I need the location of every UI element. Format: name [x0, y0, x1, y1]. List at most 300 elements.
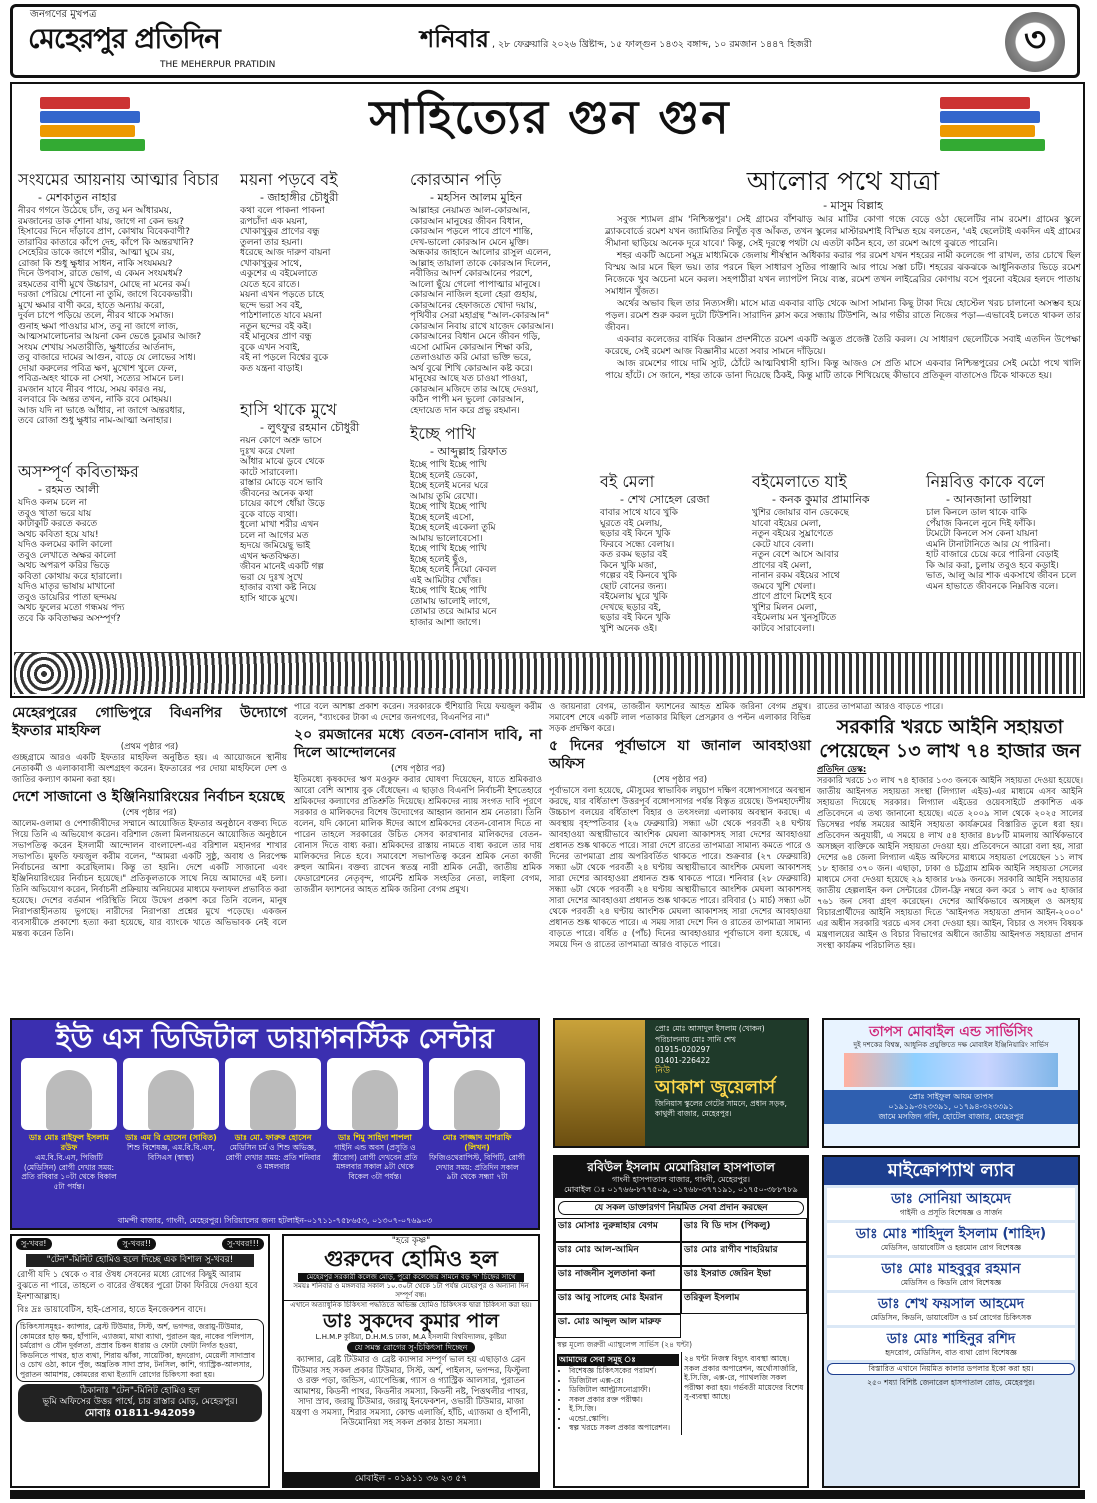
- poem-line: দুর্বল চাপে পড়িয়ে তলে, নীরব থাকে সমাজ।: [18, 311, 174, 321]
- avatar: [454, 1070, 500, 1130]
- ad-subtitle: মেহেরপুর সরকারী কলেজ মোড়, পুরো কলেজের সামনে বড় 'দ' চিহ্নের সাথে: [298, 1273, 524, 1282]
- good-news-tag: সু-খবর!: [16, 1238, 52, 1250]
- poem-line: নতুন বেশে আসে আবার: [752, 550, 839, 560]
- service-item: • ডিজিটাল আল্ট্রাসনোগ্রাফী।: [569, 1385, 679, 1395]
- poem-line: কোরআন মানুষের জীবন বিধান,: [410, 216, 523, 227]
- poem-line: সেহেরির ডাকে জাগে শরীর, আত্মা ঘুমে রয়,: [18, 248, 175, 258]
- ad-tagline: দুই দশকের বিশ্বস্ত, আধুনিক প্রযুক্তিতে দক্ষ মোবাইল ইঞ্জিনিয়ারিং সার্ভিস: [853, 1041, 1049, 1049]
- poem-line: পাঠশালাতে যাবে ময়না: [240, 311, 322, 321]
- phones-image: [844, 1053, 1058, 1087]
- address: জামে মসজিদ গলি, হোটেল বাজার, মেহেরপুর: [878, 1112, 1024, 1121]
- poem-author: - আনজানা ডালিয়া: [946, 493, 1032, 506]
- story-paragraph: সবুজ শ্যামল গ্রাম 'নিশ্চিন্তপুর'। সেই গ্রামের বাঁশঝাড় আর মাটির কোণা গন্ধে বেড়ে ওঠা ছেলেটির নাম রমেশ। গ্রামের স্কুলে ব্ল্যাকবোর্ডে রমেশ যখন জ্যামিতির নিখুঁত বৃত্ত আঁকত, তখন স্কুলের মাস্টারমশাই বিস্মিত হয়ে বলতেন, 'এই ছেলেটাই একদিন এই গ্রামের সীমানা ছাড়িয়ে অনেক দূরে যাবে।' কিন্তু, সেই দূরত্বে পথটা যে এতটা কঠিন হবে, তা রমেশ আগে বুঝতে পারেনি।: [605, 215, 1081, 249]
- poem-author: - মেশকাতুন নাহার: [38, 191, 117, 204]
- doctor-name: ডাঃ বি ডি দাস (পিকলু): [681, 1218, 807, 1242]
- footer-bar: [10, 1490, 1085, 1499]
- story-paragraph: একবার কলেজের বার্ষিক বিজ্ঞান প্রদর্শনীতে রমেশ একটি অদ্ভুত প্রজেক্ট তৈরি করল। যে সাধারণ ছেলেটিকে সবাই এতদিন উপেক্ষা করেছে, সেই রমেশ আজ বিজ্ঞানীর মতো সবার সামনে দাঁড়িয়ে।: [605, 335, 1081, 357]
- poem-line: ধরেছে আজ দারুণ বায়না: [240, 248, 331, 258]
- service-item: • স্বল্প খরচে সকল প্রকার অপারেশন।: [569, 1423, 679, 1433]
- article-iftar: [12, 702, 287, 940]
- poem-line: হাসি থাকে মুখে।: [240, 593, 298, 604]
- doctor-name: ডাঃ নাজনীন সুলতানা কনা: [555, 1266, 681, 1290]
- poem-title: অসম্পূর্ণ কবিতাক্ষর: [18, 462, 139, 481]
- address: ২৫০ শয্যা বিশিষ্ট জেনারেল হাসপাতাল রোড, মেহেরপুর।: [867, 1378, 1035, 1387]
- doctor-info: মেডিসিন চর্ম ও শিশু অভিজ্ঞ, রোগী দেখার সময়: প্রতি শনিবার ও মঙ্গলবার: [225, 1143, 321, 1171]
- phone: ০১৯১৯-৩২৩৩৯১, ০১৭৯৪-৩২৩৩৯১: [888, 1102, 1014, 1111]
- poem-line: এসো মোমিন কোরআন শিক্ষা করি,: [410, 342, 533, 353]
- ad-micropath-lab: [822, 1155, 1080, 1488]
- ad-footer: বামন্দী বাজার, গাংনী, মেহেরপুর। সিরিয়ালের জন্য হটলাইন-০১৭১১-৭৫৮৬৫৩, ০১৩০৭-০৭৬৯০৩: [12, 1216, 538, 1226]
- doctor-info: গাইনি এন্ড অবস (প্রসূতি ও স্ত্রীরোগ) রোগী দেখবেন প্রতি মঙ্গলবার সকাল ৯টা থেকে বিকেল ৩টা পর্যন্ত।: [332, 1143, 418, 1181]
- intro: এখানে অত্যাধুনিক চিকিৎসা পদ্ধতিতে অভিজ্ঞ হোমিও চিকিৎসক দ্বারা চিকিৎসা করা হয়।: [284, 1300, 538, 1310]
- story: [605, 166, 1081, 382]
- doctor-name: ডাঃ মোঃ রাগীব শাহরিয়ার: [681, 1242, 807, 1266]
- poem-line: কবিতা কোথায় করে হারালো।: [18, 571, 123, 582]
- continued-note: (প্রথম পৃষ্ঠার পর): [120, 742, 179, 752]
- poem-line: অন্ধকার জাহানে আলোর রাসুল এলেন,: [410, 248, 552, 258]
- story-body: [605, 214, 1081, 382]
- doctor-name: ডাঃ আবু সালেহ মোঃ ইমরান: [555, 1290, 681, 1314]
- poem-line: এমনি টানাটানিতে আর যে পারিনা।: [926, 539, 1051, 550]
- hours: সময়ঃ শনিবার ও মঙ্গলবার সকাল ১০.৩০টা থেকে ১টা পর্যন্ত মেহেরপুর ও অন্যান্য দিন সম্পূর্ণ বন্ধ।: [293, 1282, 529, 1299]
- poem-line: জমবে খুশি খেলা।: [752, 581, 816, 592]
- poem-author: - আব্দুল্লাহ রিফাত: [430, 445, 507, 458]
- article-weather: [549, 702, 811, 951]
- poem-line: কোরআন মজিদে তার আছে দেওয়া,: [410, 384, 539, 395]
- ad-headline: "টেন"-মিনিট হোমিও হলে দিচ্ছে এক বিশাল সু-খবর!: [26, 1254, 254, 1267]
- shop-name: আকাশ জুয়েলার্স: [655, 1076, 776, 1098]
- doctor-name: ডাঃ মোঃ শাহিদুল ইসলাম (শাহিদ): [855, 1226, 1047, 1242]
- poem-line: দেখ-ভালো কোরআন মেনে মুক্তি।: [410, 237, 529, 248]
- article-legal-aid: [817, 702, 1083, 952]
- avatar: [46, 1070, 92, 1130]
- article-body: ও জায়নারা বেগম, তাজরীন ফ্যাশনের আহত শ্রমিক জরিনা বেগম প্রমুখ। সমাবেশ শেষে একটি লাল পতাকার মিছিল প্রেসক্লাব ও পল্টন এলাকার বিভিন্ন সড়ক প্রদক্ষিণ করে।: [549, 702, 811, 734]
- ad-title: ইউ এস ডিজিটাল ডায়াগনস্টিক সেন্টার: [56, 1022, 494, 1055]
- good-news-tag: সু-খবর!!!: [222, 1238, 264, 1250]
- literature-banner: সাহিত্যের গুন গুন: [369, 90, 731, 144]
- poem-line: কাটবে সারাবেলা।: [752, 623, 815, 634]
- poem-line: তবুও ডায়েরির পাতা ছন্দময়: [18, 592, 117, 603]
- poem-line: দরজা পেরিয়ে শোনো না তুমি, জাগে বিবেকভারী।: [18, 290, 193, 300]
- doctor-name: ডা. মোঃ আব্দুল আল মারুফ: [555, 1314, 681, 1338]
- article-wages: [294, 702, 542, 896]
- poem-line: অথচ ফুলের মতো গন্ধময় পদ্য: [18, 603, 125, 613]
- doctor-name: ডাঃ মোঃ রাইফুল ইসলাম রউফ: [29, 1133, 109, 1152]
- newspaper-logo: মেহেরপুর প্রতিদিন: [28, 22, 220, 55]
- poem-line: বইমেলায় ঘুরে খুকি: [600, 592, 668, 602]
- address: ভূমি অফিসের উত্তর পার্শ্বে, চার রাস্তার মোড়, মেহেরপুর।: [42, 1397, 238, 1407]
- poem-line: যাবো বইয়ের মেলা,: [752, 518, 822, 529]
- poem-line: ময়না এখন পড়তে চাহে: [240, 290, 324, 300]
- doctor-block: [827, 1293, 1075, 1325]
- poem-line: ইচ্ছে পাখি ইচ্ছে পাখি: [410, 544, 487, 554]
- story-author: - মাসুম বিল্লাহ: [823, 199, 883, 212]
- poem-line: হিসাবের দিনে দাঁড়াবে প্রাণ, কোথায় বিবেকবাণী?: [18, 227, 190, 237]
- poem-line: ইচ্ছে হলেই ছুঁও,: [410, 554, 468, 565]
- poem-line: আল্লাহর নেয়ামত আল-কোরআন,: [410, 206, 531, 216]
- poem-line: আলো ছুঁয়ে গেলো পাপাত্মার মানুষে।: [410, 279, 541, 290]
- doctor-name: ডাঃ মোসাঃ নুরুন্নাহার বেগম: [555, 1218, 681, 1242]
- poem-line: দুঃখ করে খেলা: [240, 446, 295, 457]
- poem-line: বাবার সাথে যাবে খুকি: [600, 508, 678, 518]
- doctors-banner: যে সকল ডাক্তারগণ নিয়মিত সেবা প্রদান করছেন: [558, 1201, 804, 1215]
- story-paragraph: অর্থের অভাব ছিল তার নিত্যসঙ্গী। মাসে মাত্র একবার বাড়ি থেকে আসা সামান্য কিছু টাকা দিয়ে হোস্টেল খরচ চালানো অসম্ভব হয়ে পড়ল। রমেশ শুরু করল দুটো টিউশনি। সারাদিন ক্লাস করে সন্ধ্যায় টিউশনি, আর গভীর রাতে নিজের পড়া—এভাবেই চলতে থাকল তার জীবন।: [605, 299, 1081, 333]
- poem-title: নিম্নবিত্ত কাকে বলে: [926, 472, 1045, 491]
- poem-line: কোরআনের হেফাজতে খোদা দয়ায়,: [410, 300, 537, 311]
- poem-line: দোয়া করুলের পবিত্র ক্ষণ, মুখোশ খুলে ফেল,: [18, 363, 177, 374]
- poem-title: ময়না পড়বে বই: [240, 170, 338, 189]
- doctor-card: [327, 1058, 423, 1181]
- poem-line: পৃথিবীর সেরা মহাগ্রন্থ "আল-কোরআন": [410, 311, 550, 321]
- poem-line: যদিও মাতৃর ভাষায় মাখানো: [18, 582, 115, 592]
- poem-line: প্রাণে প্রাণে মিশেই হবে: [752, 592, 832, 602]
- poem-title: বই মেলা: [600, 472, 655, 491]
- poem-line: রাস্তার মোড়ে বসে ভাবি: [240, 478, 323, 488]
- poem: [240, 170, 402, 374]
- poem-line: হাজার ব্যথা কষ্ট নিয়ে: [240, 583, 317, 593]
- poem-line: এখন ক্ষতবিক্ষত।: [240, 551, 300, 562]
- doctor-info: হৃদরোগ, মেডিসিন, বাত ব্যথা রোগ বিশেষজ্ঞ: [885, 1348, 1017, 1357]
- phone: 01401-226422: [655, 1055, 711, 1065]
- doctor-info: ফিজিওথেরাপিস্ট, বিপিটি, রোগী দেখার সময়: প্রতিদিন সকাল ৯টা থেকে সন্ধ্যা ৭টা: [429, 1153, 525, 1181]
- poem-line: গুনাহ ক্ষমা পাওয়ার মাস, তবু না জাগে লাজ,: [18, 321, 179, 332]
- poem-line: জীবনের অনেক কথা: [240, 488, 314, 499]
- poem-line: তবে রোজা শুধু ক্ষুধার নাম-আত্মা অনাহার।: [18, 416, 172, 426]
- service-item: • সকল প্রকার রক্ত পরীক্ষা।: [569, 1395, 679, 1405]
- poem-line: কেটে যাবে বেলা।: [752, 539, 814, 550]
- headline: ৫ দিনের পূর্বাভাসে যা জানাল আবহাওয়া অফিস: [549, 738, 811, 772]
- poem: [18, 170, 233, 427]
- poem-line: এই আমিটার খোঁজ।: [410, 575, 482, 586]
- newspaper-logo-en: THE MEHERPUR PRATIDIN: [160, 60, 276, 70]
- poem-author: - রহমত আলী: [38, 483, 100, 496]
- poem-author: - লুৎফুর রহমান চৌধুরী: [260, 421, 360, 434]
- ultrasound-banner: বিস্তারিত এখানে নিয়মিত কালার ডপলার ইকো করা হয়।: [827, 1363, 1075, 1375]
- doctor-card: [225, 1058, 321, 1172]
- poem-line: ইচ্ছে পাখি ইচ্ছে পাখি: [410, 460, 487, 470]
- doctor-name: ডাঃ সুকদেব কুমার পাল: [323, 1310, 499, 1332]
- poem-line: যদিও কলম চলে না: [18, 498, 87, 508]
- poem-title: হাসি থাকে মুখে: [240, 400, 337, 419]
- poem-line: কোরআন নিবায় রাখে যাজেদ কোরআন।: [410, 321, 554, 332]
- story-paragraph: শহর একটি অচেনা সমুদ্র মাধ্যমিকে জেলায় শীর্ষস্থান অধিকার করার পর রমেশ যখন শহরের নামী কলেজে পা রাখল, তার চোখে ছিল বিস্ময় আর মনে ছিল ভয়। তার পরনে ছিল সাধারণ সুতির পাঞ্জাবি আর পায়ে সস্তা চটি। শহরের ঝকঝকে আধুনিকতার ভিড়ে রমেশ নিজেকে খুব অচেনা মনে করল। সহপাঠীরা যখন ল্যাপটপ নিয়ে ব্যস্ত, রমেশ তখন লাইব্রেরির কোণায় বসে পুরনো বইয়ের হলদে পাতায় সমাধান খুঁজত।: [605, 251, 1081, 297]
- poem-line: দেখছে ছড়ার বই,: [600, 602, 662, 613]
- service-item: • বিশেষজ্ঞ চিকিৎসকের পরামর্শ।: [569, 1366, 679, 1376]
- poem-line: যেতে হবে রাতে।: [240, 279, 300, 290]
- doctor-name: ডাঃ মোঃ মাহবুবুর রহমান: [881, 1261, 1021, 1277]
- doctor-name: ডাঃ শেখ ফয়সাল আহমেদ: [877, 1296, 1025, 1312]
- poem-author: - শেখ সোহেল রেজা: [620, 493, 710, 506]
- ambulance-note: স্বল্প মূল্যে জরুরী এ্যাম্বুলেন্স সার্ভিস (২৪ ঘন্টা): [557, 1340, 692, 1349]
- ad-title: তাপস মোবাইল এন্ড সার্ভিসিং: [869, 1024, 1033, 1040]
- poem-line: কাটে সারাবেলা।: [240, 467, 298, 478]
- article-body: পূর্বাভাসে বলা হয়েছে, মৌসুমের স্বাভাবিক লঘুচাপ দক্ষিণ বঙ্গোপসাগরে অবস্থান করছে, যার বর্ধিতাংশ উত্তরপূর্ব বঙ্গোপসাগর পর্যন্ত বিস্তৃত রয়েছে। উপমহাদেশীয় উচ্চচাপ বলয়ের বর্ধিতাংশ বিহার ও তৎসংলগ্ন এলাকায় অবস্থান করছে। এ অবস্থায় বৃহস্পতিবার (২৬ ফেব্রুয়ারি) সন্ধ্যা ৬টা থেকে পরবর্তী ২৪ ঘণ্টায় আবহাওয়া অস্থায়ীভাবে আংশিক মেঘলা আকাশসহ সারা দেশের আবহাওয়া প্রধানত শুষ্ক থাকতে পারে। সারা দেশে রাতের তাপমাত্রা সামান্য কমতে পারে ও দিনের তাপমাত্রা প্রায় অপরিবর্তিত থাকতে পারে। শুক্রবার (২৭ ফেব্রুয়ারি) সন্ধ্যা ৬টা থেকে পরবর্তী ২৪ ঘণ্টায় অস্থায়ীভাবে আংশিক মেঘলা আকাশসহ সারা দেশের আবহাওয়া প্রধানত শুষ্ক থাকতে পারে। শনিবার (২৮ ফেব্রুয়ারি) সন্ধ্যা ৬টা থেকে পরবর্তী ২৪ ঘণ্টায় অস্থায়ীভাবে আংশিক মেঘলা আকাশসহ সারা দেশের আবহাওয়া প্রধানত শুষ্ক থাকতে পারে। রবিবার (১ মার্চ) সন্ধ্যা ৬টা থেকে পরবর্তী ২৪ ঘণ্টায় আংশিক মেঘলা আকাশসহ সারা দেশের আবহাওয়া প্রধানত শুষ্ক থাকতে পারে। এ সময় সারা দেশে দিন ও রাতের তাপমাত্রা সামান্য বাড়তে পারে। বর্ধিত ৫ (পাঁচ) দিনের আবহাওয়ার পূর্বাভাসে বলা হয়েছে, এ সময়ে দিন ও রাতের তাপমাত্রা আরও বাড়তে পারে।: [549, 786, 811, 950]
- poem-line: আমায় ভালোবেসো।: [410, 533, 483, 544]
- poem-line: খুশির জোয়ার বান ডেকেছে: [752, 508, 849, 518]
- poem-line: হেদায়েত দান করে প্রভু রহমান।: [410, 405, 520, 416]
- poem-line: ভাত, আলু আর শাক একসাথে জীবন চলে: [926, 571, 1077, 581]
- day: শনিবার: [420, 25, 489, 53]
- doctor-photo: [429, 1058, 525, 1130]
- poem-line: খুশি অনেক ওই।: [600, 623, 658, 634]
- poem-title: ইচ্ছে পাখি: [410, 424, 476, 443]
- poem-line: ভরা যে দুঃখ সুখে: [240, 572, 303, 583]
- poem-title: কোরআন পড়ি: [410, 170, 502, 189]
- good-news-tag: সু-খবর!!: [117, 1238, 156, 1250]
- address: গাংনী হাসপাতাল বাজার, গাংনী, মেহেরপুর।: [611, 1175, 751, 1184]
- poem-line: আল্লাহ তায়ালা তাকে কোরআন দিলেন,: [410, 258, 551, 269]
- poem-line: দিনে উপবাস, রাতে ভোগ, এ কেমন সংযমধর্ম?: [18, 269, 183, 279]
- poem-line: জীবন মানেই একটি গল্প: [240, 562, 324, 572]
- headline: ২০ রমজানের মধ্যে বেতন-বোনাস দাবি, না দিলে আন্দোলনের: [294, 727, 542, 761]
- doctor-photo: [225, 1058, 321, 1130]
- poem-author: - মহসিন আলম মুহিন: [430, 191, 523, 204]
- doctor-info: গাইনী ও প্রসূতি বিশেষজ্ঞ ও সার্জন: [899, 1208, 1003, 1217]
- poem-line: নবীজির আদর্শ কোরআনের পরশে,: [410, 269, 533, 279]
- poem-line: বই না পড়লে বিশ্বের বুকে: [240, 353, 329, 363]
- doctor-name: ডাঃ মো. ফারুক হোসেন: [234, 1133, 312, 1142]
- address-label: ঠিকানাঃ "টেন"-মিনিট হোমিও হল: [79, 1386, 201, 1396]
- doctor-photo: [327, 1058, 423, 1130]
- article-body: সরকারি খরচে ১৩ লাখ ৭৪ হাজার ১৩৩ জনকে আইনি সহায়তা দেওয়া হয়েছে। জাতীয় আইনগত সহায়তা সংস্থা (লিগ্যাল এইড)-এর মাধ্যমে এসব আইনি সহায়তা দিয়েছে সরকার। লিগ্যাল এইডের ওয়েবসাইটে প্রকাশিত এক প্রতিবেদনে এ তথ্য জানানো হয়েছে। এতে ২০০৯ সাল থেকে ২০২৫ সালের ডিসেম্বর পর্যন্ত সময়ের আইনি সহায়তা কার্যক্রমের বিস্তারিত তুলে ধরা হয়। প্রতিবেদন অনুযায়ী, এ সময়ে ৪ লাখ ৫৪ হাজার ৪৮৮টি মামলায় আর্থিকভাবে অসচ্ছল ব্যক্তিকে আইনি সহায়তা দেওয়া হয়। প্রতিবেদনে আরো বলা হয়, সারা দেশের ৬৪ জেলা লিগ্যাল এইড অফিসের মাধ্যমে সহায়তা পেয়েছেন ১১ লাখ ১৮ হাজার ৩৭০ জন। এছাড়া, ঢাকা ও চট্টগ্রাম শ্রমিক আইনি সহায়তা সেলের মাধ্যমে সেবা দেওয়া হয়েছে ২৯ হাজার ৮৬৯ জনকে। সরকারি আইনি সহায়তার জাতীয় হেল্পলাইন কল সেন্টারের টোল-ফ্রি নম্বরে কল করে ১ লাখ ৬৫ হাজার ৭৬১ জন সেবা গ্রহণ করেছেন। দেশের আর্থিকভাবে অসচ্ছল ও অসহায় বিচারপ্রার্থীদের আইনি সহায়তা দিতে 'আইনগত সহায়তা প্রদান আইন-২০০০' এর অধীন সরকারি খরচে এসব সেবা দেওয়া হয়। আইন, বিচার ও সংসদ বিষয়ক মন্ত্রণালয়ের আইন ও বিচার বিভাগের অধীনে জাতীয় আইনগত সহায়তা প্রদান সংস্থা কার্যক্রম পরিচালিত হয়।: [817, 776, 1083, 951]
- article-body: রাতের তাপমাত্রা আরও বাড়তে পারে।: [817, 702, 944, 712]
- poem-line: টমেটো কিনলে সস কেনা যায়না: [926, 529, 1038, 539]
- treatment-list: ক্যান্সার, ব্রেষ্ট টিউমার ও ব্রেষ্ট ক্যান্সার সম্পূর্ণ ভাল হয় এছাড়াও ব্রেন টিউমার সহ সকল প্রকার টিউমার, সিস্ট, অর্শ, পাইলস, ভগন্দর, ফিস্টুলা ও রক্ত পড়া, জন্ডিস, এ্যাপেন্ডিক্স, গ্যাস ও গ্যাস্ট্রিক আলসার, পুরাতন আমাশয়, কিডনী পাথর, কিডনীর সমস্যা, কিডনী নষ্ট, পিত্তথলীর পাথর, সাদা স্রাব, জরায়ু টিউমার, জরায়ু ইনফেকশন, ওভারী টিউমার, মাজা যন্ত্রণা ও সমস্যা, শিরার সমস্যা, কোল্ড এলার্জি, হাঁচি, এ্যাজমা ও হাঁপানী, নিউমোনিয়া সহ সকল প্রকার ঠান্ডা সমস্যা।: [291, 1355, 531, 1428]
- poem-line: খোকাখুকুর প্রাণের বন্ধু: [240, 227, 320, 237]
- address: জিনিয়াস স্কুলের গেটের সামনে, প্রধান সড়ক, কাথুলী বাজার, মেহেরপুর।: [655, 1098, 787, 1118]
- article-body: পারে বলে আশঙ্কা প্রকাশ করেন। সরকারকে হুঁশিয়ারি দিয়ে ফয়জুল করীম বলেন, "ব্যাংকের টাকা এ দেশের জনগণের, বিএনপির না।": [294, 702, 542, 723]
- poem-line: ইচ্ছে পাখি ইচ্ছে পাখি: [410, 586, 487, 596]
- poem-line: তারাবির কাতারে কাঁপে দেহ, কাঁপে কি অন্তরখানি?: [18, 237, 194, 248]
- owner: প্রোঃ মোঃ আসাদুল ইসলাম (খোকন): [655, 1024, 765, 1033]
- owner: প্রোঃ সাইফুল আযম তাপস: [908, 1092, 994, 1101]
- poem-line: তবুও খাতা ভরে যায়: [18, 508, 92, 519]
- poem-line: এমন হাভাতে জীবনকে নিম্নবিত্ত বলে।: [926, 581, 1059, 592]
- poem-line: কত রকম ছড়ার বই: [600, 550, 668, 560]
- poem-line: ছোট বোনের জন্য।: [600, 581, 667, 592]
- poem-line: কি আর করা, চুলায় তবুও হবে কড়াই।: [926, 560, 1059, 571]
- poem-line: মুখে ক্ষমার বাণী করে, হাতে অন্যায় করো,: [18, 300, 165, 311]
- headline: দেশে সাজানো ও ইঞ্জিনিয়ারিংয়ের নির্বাচন হয়েছে: [12, 789, 285, 805]
- poem-line: নীরব গগনে উঠেছে চাঁদ, তবু মন আঁধারময়,: [18, 206, 172, 216]
- poem-line: বই মানুষের প্রাণ বন্ধু: [240, 332, 312, 342]
- doctor-degree: L.H.M.P কুষ্টিয়া, D.H.M.S ঢাকা, M.A ইসলামী বিশ্ববিদ্যালয়, কুষ্টিয়া: [315, 1333, 507, 1341]
- doctor-block: [827, 1328, 1075, 1360]
- poem-line: ইচ্ছে হলেই নিয়ো কেবল: [410, 565, 497, 575]
- poem-line: অথচ কবিতা হয়ে যায়!: [18, 529, 99, 540]
- ad-note: বিঃ দ্রঃ ডায়াবেটিস, হাই-প্রেসার, হাতে ইনজেকশন বাদে।: [17, 1305, 206, 1315]
- poem-line: অথচ অপরূপ করির ভিড়ে: [18, 561, 110, 571]
- poem: [600, 472, 745, 634]
- poem-line: বুকে এখন সবাই,: [240, 342, 300, 353]
- poem-line: খুশির মিলন মেলা,: [752, 602, 817, 613]
- doctor-name: ডাঃ সোনিয়া আহমেদ: [891, 1191, 1011, 1207]
- doctor-name: ডাঃ মোঃ শাহিনুর রশিদ: [886, 1331, 1016, 1347]
- doctor-info: শিশু বিশেষজ্ঞ, এম.বি.বি.এস, বিসিএস (স্বাস্থ্য): [127, 1143, 215, 1162]
- poem-line: রমজানের ডাক শোনা যায়, জাগে না কেন ভয়?: [18, 216, 184, 227]
- poem-line: প্রাণের বই মেলা,: [752, 560, 812, 571]
- jewellery-image: [555, 1020, 645, 1146]
- masthead-tagline: জনগণের মুখপত্র: [30, 9, 97, 20]
- service-item: • ই.সি.জি।: [569, 1404, 679, 1414]
- poem-line: নানান রকম বইয়ের সাথে: [752, 571, 840, 581]
- services-title: আমাদের সেবা সমূহ ঃ: [557, 1354, 679, 1366]
- byline: প্রতিদিন ডেস্ক:: [817, 765, 867, 775]
- books-icon: [940, 95, 1050, 155]
- poem-line: পেঁয়াজ কিনলে নুনে দিই ফাঁকি।: [926, 518, 1036, 529]
- date: ২৮ ফেব্রুয়ারি ২০২৬ খ্রিষ্টাব্দ, ১৫ ফাল্গুন ১৪৩২ বঙ্গাব্দ, ১০ রমজান ১৪৪৭ হিজরী: [497, 39, 812, 50]
- poem-line: ইচ্ছে হলেই মনের ঘরে: [410, 481, 489, 491]
- poem-line: ইচ্ছে হলেই এসো,: [410, 512, 475, 523]
- poem-line: নতুন ছন্দের বই কই।: [240, 321, 312, 332]
- poem-line: পবিত্র-অহং থাকে না সেথা, সত্যের সামনে চল।: [18, 374, 184, 384]
- doctor-card: [123, 1058, 219, 1162]
- poem-line: চায়ের কাপে ধোঁয়া উড়ে: [240, 499, 325, 509]
- poem-line: তুলনা তার হয়না।: [240, 237, 303, 248]
- poem-line: খোকাখুকুর সাথে,: [240, 258, 302, 269]
- doctor-photo: [123, 1058, 219, 1130]
- poem-line: আজ যদি না ভাঙে আঁধার, না জাগে অন্তরধার,: [18, 405, 186, 416]
- ad-robiul-hospital: [553, 1155, 809, 1488]
- phone: মোবাইল ঃ ০১৭৬৬-৮৭৭৫০৯, ০১৭৬৮-৩৭৭১৯১, ০১৭৫০-৩৮৮৭৮৯: [564, 1185, 798, 1194]
- poem-line: হাট বাজারে চেয়ে করে পারিনা বেড়াই: [926, 550, 1059, 560]
- poem-line: কোরআনের বিধান মেনে জীবন গড়ি,: [410, 332, 541, 342]
- poem-line: ইচ্ছে পাখি ইচ্ছে পাখি: [410, 502, 487, 512]
- poem-line: রোজা কি শুধু ক্ষুধার সাধন, নাকি সংযমময়?: [18, 258, 173, 269]
- poem-line: কত যন্ত্রনা বাড়াই।: [240, 363, 303, 374]
- poem-line: ছড়ার বই কিনে খুকি: [600, 529, 671, 539]
- poem-line: একুশের এ বইমেলাতে: [240, 269, 318, 279]
- poem-line: হৃদয়ে জমিয়েছু ভাই: [240, 541, 311, 551]
- poem-line: তোমায় ভালোই লাগে,: [410, 596, 491, 607]
- poem-line: ফিরবে সন্ধ্যে বেলায়।: [600, 539, 675, 550]
- poem-line: তোমার তরে আমার মনে: [410, 607, 497, 617]
- poem-line: ইচ্ছে হলেই একেলা তুমি: [410, 523, 496, 533]
- doctor-block: [827, 1223, 1075, 1255]
- poem-line: কোরআন নাজিল হলো হেরা গুহায়,: [410, 290, 538, 300]
- poem-line: ইচ্ছে হলেই ডেকো,: [410, 470, 478, 481]
- service-item: • ডিজিটাল এক্স-রে।: [569, 1376, 679, 1386]
- doctor-block: [827, 1258, 1075, 1290]
- story-paragraph: আজ রমেশের গায়ে দামি স্যুট, ঠোঁটে আত্মবিশ্বাসী হাসি। কিন্তু আজও সে প্রতি মাসে একবার নিশ্চিন্তপুরের সেই মেঠো পথে খালি পায়ে হাঁটে। সে জানে, শহর তাকে ডানা দিয়েছে ঠিকই, কিন্তু মাটি তাকে শিখিয়েছে কীভাবে প্রতিকূল বাতাসেও টিকে থাকতে হয়।: [605, 359, 1081, 381]
- ad-title: গুরুদেব হোমিও হল: [324, 1247, 498, 1272]
- ad-body: রোগী যদি ১ থেকে ৩ বার ঔষধ সেবনের মধ্যে রোগের কিছুই আরাম বুঝতে না পারে, তাহলে ৩ বারের ঔষধের পুরো টাকা ফিরিয়ে দেওয়া হবে ইনশাআল্লাহ।: [17, 1270, 258, 1302]
- poem-line: নতুন বইয়ের সুঘ্রাণেতে: [752, 529, 834, 539]
- article-body: আলেম-ওলামা ও পেশাজীবীদের সম্মানে আয়োজিত ইফতার অনুষ্ঠানে বক্তব্য দিতে গিয়ে তিনি এ অভিযোগ করেন। বরিশাল জেলা মিলনায়তনে আয়োজিত অনুষ্ঠানে সভাপতিত্ব করেন ইসলামী আন্দোলন বাংলাদেশ-এর বরিশাল মহানগর শাখার সভাপতি। মুফতি ফয়জুল করীম বলেন, "আমরা একটি সুষ্ঠু, অবাধ ও নিরপেক্ষ নির্বাচনের আশা করেছিলাম। কিন্তু তা হয়নি। দেশে একটি সাজানো এবং ইঞ্জিনিয়ারিংয়ের নির্বাচন হয়েছে।" প্রতিকূলতাকে সাথে নিয়ে আমাদের এই চলা। তিনি অভিযোগ করেন, নির্বাচনী প্রক্রিয়ায় অনিয়মের মাধ্যমে ফলাফল প্রভাবিত করা হয়েছে। দেশের বর্তমান পরিস্থিতি নিয়ে উদ্বেগ প্রকাশ করে তিনি বলেন, মানুষ নিরাপত্তাহীনতায় ভুগছে। নারীদের নিরাপত্তা প্রশ্নের মুখে পড়েছে। একজন ব্যবসায়ীকে প্রকাশ্যে হত্যা করা হয়েছে, যার ব্যাংকে খাতে অভিভাবক নেই বলে মন্তব্য করেন তিনি।: [12, 819, 287, 939]
- books-icon: [40, 95, 150, 155]
- poem-line: আমায় তুমি রেখো।: [410, 491, 478, 502]
- phone: 01915-020297: [655, 1045, 711, 1054]
- poem-line: তবে কি কবিতাক্ষর অসম্পূর্ণ?: [18, 613, 121, 624]
- ad-gurudeb-homeo: [282, 1234, 540, 1488]
- poem-line: গল্পের বই কিনবে খুকি: [600, 571, 677, 581]
- poem: [752, 472, 920, 634]
- poem-line: ঘুরতে বই মেলায়,: [600, 518, 663, 529]
- doctor-name: ডাঃ এম বি হোসেন (সাবিত): [125, 1133, 217, 1142]
- ad-title: রবিউল ইসলাম মেমোরিয়াল হাসপাতাল: [587, 1160, 775, 1174]
- poem-line: কোরআন পড়লে পাবে প্রাণে শান্তি,: [410, 227, 533, 237]
- poem-line: বলবারে কি অন্তর তখন, নাকি রবে মোহময়।: [18, 395, 172, 405]
- avatar: [148, 1070, 194, 1130]
- poem-author: - কনক কুমার প্রামানিক: [772, 493, 870, 506]
- poem: [18, 462, 233, 624]
- poem-line: ধুলো মাখা শরীর এখন: [240, 520, 319, 530]
- poem: [926, 472, 1082, 592]
- article-body: গুচ্ছগ্রামে আরও একটি ইফতার মাহফিল অনুষ্ঠিত হয়। এ আয়োজনে স্থানীয় নেতাকর্মী ও এলাকাবাসী অংশগ্রহণ করেন। ইফতারের পর দোয়া মাহফিলে দেশ ও জাতির কল্যাণ কামনা করা হয়।: [12, 753, 287, 785]
- phone: মোবাইল - ০১৯১১ ৩৬ ২৩ ৫৭: [284, 1472, 538, 1486]
- poem-line: অর্থ বুঝে শিখি কোরআন কষ্ট করে।: [410, 363, 533, 374]
- poem: [240, 400, 402, 604]
- poem-line: মানুষের আছে যত চাওয়া পাওয়া,: [410, 374, 528, 384]
- poem-line: হাজার আশা জাগে।: [410, 617, 481, 628]
- doctor-info: মেডিসিন, কিডনি, ডায়াবেটিস ও চর্ম রোগের চিকিৎসক: [870, 1313, 1032, 1322]
- poem-line: বুকে বাড়ে ব্যথা।: [240, 509, 298, 520]
- poem-line: রূপচাঁদা এক ময়না,: [240, 216, 308, 227]
- poem-line: রমজান যাবে নীরব পায়ে, সময় কারও নয়,: [18, 384, 167, 395]
- poem-line: ছড়ার বই কিনে খুকি: [600, 613, 671, 623]
- ad-top-text: "হরে কৃষ্ণ": [391, 1236, 431, 1246]
- doctor-name: মোঃ সাজ্জাদ মাশরাফি (লিখন): [442, 1133, 512, 1152]
- doctor-name: তরিকুল ইসলাম: [681, 1290, 807, 1314]
- doctor-name: ডাঃ শিমু সাহিদা শাপলা: [338, 1133, 412, 1142]
- poem: [410, 170, 595, 416]
- doctor-info: মেডিসিন ও কিডনি রোগ বিশেষজ্ঞ: [900, 1278, 1002, 1287]
- poem-line: আত্মসমালোচনার আয়না কেন ভেঙে চুরমার আজ?: [18, 332, 202, 342]
- service-item: • এন্ডো.স্কোপি।: [569, 1414, 679, 1424]
- ad-title: মাইক্রোপ্যাথ ল্যাব: [824, 1157, 1078, 1185]
- ad-akash-jewellers: [553, 1018, 809, 1148]
- poem-line: কঠিন পাপী মন ভুলো কোরআন,: [410, 395, 525, 405]
- story-title: আলোর পথে যাত্রা: [746, 167, 940, 197]
- poem-title: বইমেলাতে যাই: [752, 472, 847, 491]
- poem-line: চাল কিনলে ডাল থাকে বাকি: [926, 508, 1027, 518]
- doctor-info: মেডিসিন, ডায়াবেটিস ও হরমোন রোগ বিশেষজ্ঞ: [880, 1243, 1022, 1252]
- dateline: শনিবার , ২৮ ফেব্রুয়ারি ২০২৬ খ্রিষ্টাব্দ, ১৫ ফাল্গুন ১৪৩২ বঙ্গাব্দ, ১০ রমজান ১৪৪৭ হিজরী: [420, 25, 812, 53]
- poem-title: সংযমের আয়নায় আত্মার বিচার: [18, 170, 219, 189]
- ad-tapas-mobile: [822, 1018, 1080, 1148]
- poem-line: চলে না আগের মত: [240, 530, 309, 541]
- avatar: [250, 1070, 296, 1130]
- poem-line: তেলাওয়াত করি মোরা ভক্তি ভরে,: [410, 353, 532, 363]
- poem-line: কিনে খুকি মজা,: [600, 560, 657, 571]
- doctor-block: [827, 1188, 1075, 1220]
- doctor-info: এম.বি.বি.এস, পিজিটি (মেডিসিন) রোগী দেখার সময়: প্রতি রবিবার ১০টা থেকে বিকাল ৫টা পর্যন্ত।: [21, 1153, 117, 1191]
- poem-line: ছন্দে ভরা সব বই,: [240, 300, 303, 311]
- doctor-card: [21, 1058, 117, 1191]
- doctor-name: ডাঃ ইসরাত জেরিন ইভা: [681, 1266, 807, 1290]
- poem-line: আঁধার মাঝে ডুবে থেকে: [240, 457, 325, 467]
- poem-line: সংযম শেখায় সমতারীতি, ক্ষুধার্তের আর্তনাদ,: [18, 342, 176, 353]
- poem-line: নয়ন কোণে অশ্রু ভাসে: [240, 436, 322, 446]
- poem: [410, 424, 595, 628]
- ad-ten-minute-homeo: [10, 1234, 270, 1488]
- poem-line: যদিও কলমের কালি কালো: [18, 540, 113, 550]
- poem-line: বইমেলায় মন খুনসুটিতে: [752, 613, 837, 623]
- doctor-name: ডাঃ মোঃ আল-আমিন: [555, 1242, 681, 1266]
- continued-note: (শেষ পৃষ্ঠার পর): [122, 808, 177, 818]
- name-prefix: নিউ: [655, 1066, 670, 1076]
- doctor-card: [429, 1058, 525, 1182]
- ornamental-border: [14, 652, 1081, 694]
- hospital-note: ২৪ ঘন্টা নিজস্ব বিদ্যুৎ ব্যবস্থা আছে। সকল প্রকার অপারেশন, অর্থোসার্জারি, ই.সি.জি, এক্স-রে, প্যাথলজি সকল পরীক্ষা করা হয়। গর্ভবতী মায়েদের বিশেষ সু-ব্যবস্থা আছে।: [681, 1352, 807, 1435]
- poem-line: কাটাকুটি করতে করতে: [18, 519, 98, 529]
- page-number-badge: ৩: [1005, 12, 1065, 72]
- headline: সরকারি খরচে আইনি সহায়তা পেয়েছেন ১৩ লাখ ৭৪ হাজার জন: [819, 716, 1081, 762]
- poem-line: রহমতের বাণী মুখে উচ্চারণ, মোছে না মনের কর্ম।: [18, 279, 191, 290]
- continued-note: (শেষ পৃষ্ঠার পর): [652, 775, 708, 785]
- article-body: ইতিমধ্যে কৃষকদের ঋণ মওকুফ করার ঘোষণা দিয়েছেন, যাতে শ্রমিকরাও আরো বেশি আশায় বুক বেঁধেছেন। এ ছাড়াও বিএনপি নির্বাচনী ইশতেহারে শ্রমিকদের কল্যাণের প্রতিশ্রুতি দিয়েছে। শ্রমিকদের ন্যায় সংগত দাবি পূরণে সরকার ও মালিকদের বিশেষ উদ্যোগের আহ্বান জানান শ্রম নেতারা। তিনি বলেন, যদি কোনো মালিক ঈদের আগে শ্রমিকদের বেতন-বোনাস দিতে না পারেন তাহলে সরকারের উচিত সেসব কারখানার মালিকদের বেতন-বোনাস দিতে বাধ্য করা। শ্রমিকদের রাস্তায় নামতে বাধ্য করলে তার দায় মালিকদের নিতে হবে। সমাবেশে সভাপতিত্ব করেন শ্রমিক নেতা কাজী রুহুল আমিন। বক্তব্য রাখেন স্বতন্ত্র নারী শ্রমিক নেত্রী, জাতীয় শ্রমিক ফেডারেশনের নেতৃবৃন্দ, গার্মেন্ট শ্রমিক সংহতির নেতা, লাইলা বেগম, তাজরীন ফ্যাশনের আহত শ্রমিক জরিনা বেগম প্রমুখ।: [294, 775, 542, 895]
- poem-line: কথা বলে পাকনা পাকনা: [240, 206, 325, 216]
